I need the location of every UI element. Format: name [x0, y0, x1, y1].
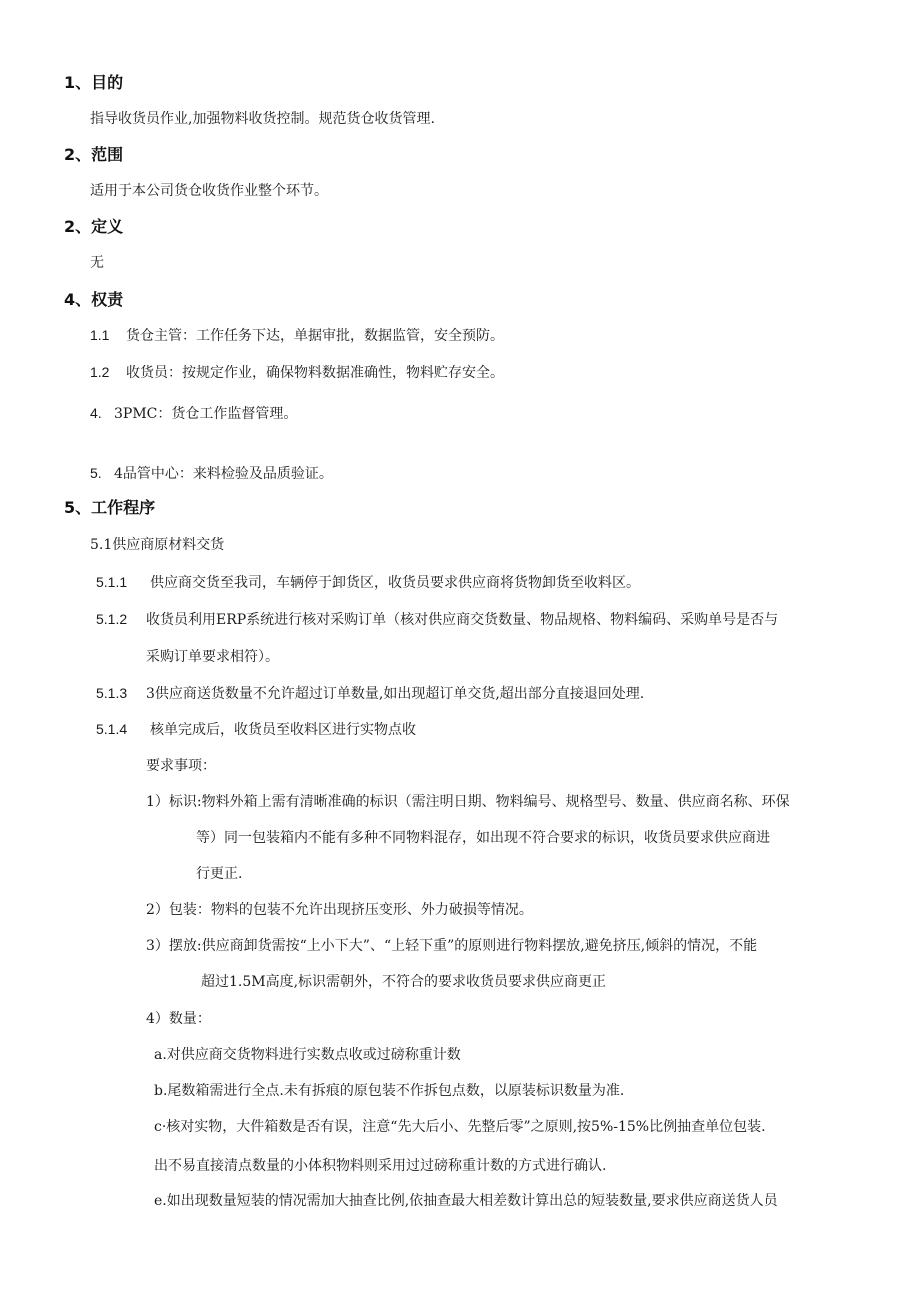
procedure-item-number: 5.1.1: [96, 574, 128, 590]
requirement-placement-continuation: 超过1.5M高度,标识需朝外，不符合的要求收货员要求供应商更正: [201, 974, 607, 990]
procedure-item-continuation: 采购订单要求相符）。: [146, 649, 279, 665]
procedure-item-text: 供应商交货至我司，车辆停于卸货区，收货员要求供应商将货物卸货至收料区。: [150, 575, 640, 591]
requirement-label: 1）标识:物料外箱上需有清晰准确的标识（需注明日期、物料编号、规格型号、数量、供应商名称、环保: [146, 794, 790, 810]
section-3-body: 无: [90, 255, 104, 271]
duty-item: [90, 463, 333, 484]
procedure-item-number: 5.1.4: [96, 721, 128, 737]
duty-item: [90, 325, 504, 346]
procedure-item-text: 3供应商送货数量不允许超过订单数量,如出现超订单交货,超出部分直接退回处理.: [146, 686, 645, 702]
section-1-title: 1、目的: [64, 73, 124, 92]
quantity-item-d: 出不易直接清点数量的小体积物料则采用过过磅称重计数的方式进行确认.: [154, 1158, 607, 1174]
section-1-body: 指导收货员作业,加强物料收货控制。规范货仓收货管理.: [90, 111, 435, 127]
requirement-placement: 3）摆放:供应商卸货需按“上小下大”、“上轻下重”的原则进行物料摆放,避免挤压,倾斜的情况，不能: [146, 938, 758, 954]
requirements-heading: 要求事项：: [146, 758, 216, 774]
duty-item: [90, 362, 504, 383]
section-3-title: 2、定义: [64, 217, 124, 236]
duty-item-text: 货仓主管：工作任务下达，单据审批，数据监管，安全预防。: [126, 328, 504, 344]
duty-item-number: 1.1: [90, 327, 110, 343]
procedure-item-text: 收货员利用ERP系统进行核对采购订单（核对供应商交货数量、物品规格、物料编码、采购单号是否与: [146, 612, 779, 628]
duty-item-text: 3PMC：货仓工作监督管理。: [114, 406, 298, 422]
section-2-title: 2、范围: [64, 145, 124, 164]
procedure-item-5-1-1: [96, 572, 640, 593]
procedure-item-number: 5.1.2: [96, 611, 128, 627]
duty-item-number: 5.: [90, 465, 102, 481]
quantity-item-e: e.如出现数量短装的情况需加大抽查比例,依抽查最大相差数计算出总的短装数量,要求供应商送货人员: [154, 1193, 778, 1209]
requirement-label-continuation: 行更正.: [196, 866, 243, 882]
procedure-item-5-1-3: [96, 683, 644, 704]
procedure-item-5-1-4: [96, 719, 416, 740]
procedure-item-5-1-2: [96, 609, 778, 630]
duty-item: [90, 403, 297, 424]
quantity-item-c: c·核对实物，大件箱数是否有误，注意“先大后小、先整后零”之原则,按5%-15%比例抽查单位包装.: [154, 1119, 766, 1135]
section-4-title: 4、权责: [64, 290, 124, 309]
duty-item-number: 1.2: [90, 364, 110, 380]
section-2-body: 适用于本公司货仓收货作业整个环节。: [90, 183, 328, 199]
duty-item-text: 收货员：按规定作业，确保物料数据准确性，物料贮存安全。: [126, 365, 504, 381]
section-5-title: 5、工作程序: [64, 498, 156, 517]
duty-item-number: 4.: [90, 405, 102, 421]
quantity-item-b: b.尾数箱需进行全点.未有拆痕的原包装不作拆包点数，以原装标识数量为准.: [154, 1083, 625, 1099]
duty-item-text: 4品管中心：来料检验及品质验证。: [114, 466, 333, 482]
subsection-5-1-title: 5.1供应商原材料交货: [90, 537, 225, 553]
requirement-label-continuation: 等）同一包装箱内不能有多种不同物料混存，如出现不符合要求的标识，收货员要求供应商进: [196, 830, 770, 846]
requirement-quantity: 4）数量：: [146, 1011, 211, 1027]
procedure-item-text: 核单完成后，收货员至收料区进行实物点收: [150, 722, 416, 738]
requirement-packaging: 2）包装：物料的包装不允许出现挤压变形、外力破损等情况。: [146, 902, 533, 918]
procedure-item-number: 5.1.3: [96, 685, 128, 701]
quantity-item-a: a.对供应商交货物料进行实数点收或过磅称重计数: [154, 1047, 461, 1063]
